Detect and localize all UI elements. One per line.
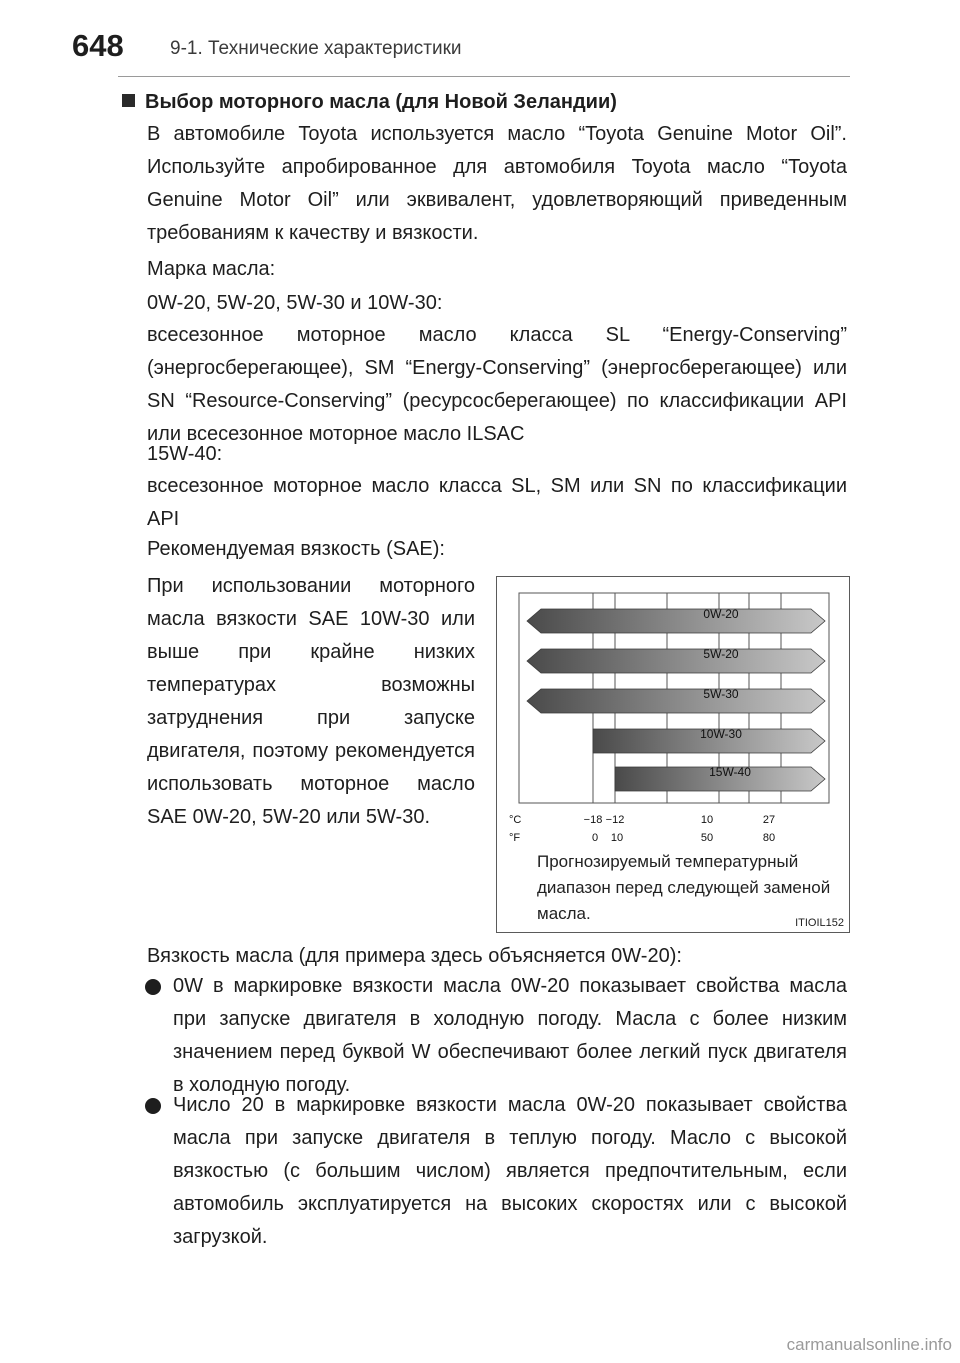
figure-caption: Прогнозируемый температурный диапазон перед следующей заменой масла. [537,852,831,923]
viscosity-label: Рекомендуемая вязкость (SAE): [147,538,445,560]
page-header [0,0,960,80]
band-label: 0W-20 [703,607,739,621]
page-number: 648 [72,28,124,63]
viscosity-band [527,689,825,713]
bullet-item [147,1089,847,1254]
grade-group-2-text: всесезонное моторное масло класса SL, SM или SN по классификации API [147,475,847,530]
celsius-tick-label: −18 [583,814,603,826]
subsection-heading [122,91,617,114]
figure-code: ITIOIL152 [795,917,844,929]
bullet-item [147,970,847,1102]
grade-group-2-title: 15W-40: [147,443,223,465]
square-bullet-icon [122,94,135,107]
celsius-tick-label: −12 [605,814,625,826]
celsius-unit-label: °C [509,814,522,826]
band-label: 5W-30 [703,687,739,701]
viscosity-temperature-chart [496,576,850,933]
fahrenheit-tick-label: 10 [610,832,624,844]
fahrenheit-tick-label: 0 [591,832,599,844]
bullet-dot-icon [145,979,161,995]
cold-start-note: При использовании моторного масла вязкости SAE 10W-30 или выше при крайне низких температурах возможны затруднения при запуске двигателя, поэтому рекомендуется использовать моторное масло SAE 0W-20, 5W-20 или 5W-30. [147,575,475,828]
bullet-dot-icon [145,1098,161,1114]
fahrenheit-tick-label: 80 [762,832,776,844]
viscosity-band [527,649,825,673]
viscosity-band [527,609,825,633]
band-label: 5W-20 [703,647,739,661]
subsection-heading-text: Выбор моторного масла (для Новой Зеландии) [145,91,617,113]
bullet-text: Число 20 в маркировке вязкости масла 0W-20 показывает свойства масла при запуске двигателя в теплую погоду. Масло с высокой вязкостью (с большим числом) является предпочтительным, если автомобиль эксплуатируется на высоких скоростях или с высокой загрузкой. [173,1094,847,1248]
celsius-tick-label: 27 [762,814,776,826]
watermark: carmanualsonline.info [786,1335,952,1354]
fahrenheit-unit-label: °F [509,832,521,844]
section-title: 9-1. Технические характеристики [170,38,462,59]
bullet-text: 0W в маркировке вязкости масла 0W-20 показывает свойства масла при запуске двигателя в холодную погоду. Масла с более низким значением перед буквой W обеспечивают более легкий пуск двигателя в холодную погоду. [173,975,847,1096]
band-label: 15W-40 [709,765,751,779]
intro-paragraph: В автомобиле Toyota используется масло “Toyota Genuine Motor Oil”. Используйте апробированное для автомобиля Toyota масло “Toyota Genuine Motor Oil” или эквивалент, удовлетворяющий приведенным требованиям к качеству и вязкости. [147,123,847,244]
fahrenheit-tick-label: 50 [700,832,714,844]
celsius-tick-label: 10 [700,814,714,826]
band-label: 10W-30 [700,727,742,741]
grade-group-1-text: всесезонное моторное масло класса SL “Energy-Conserving” (энергосберегающее), SM “Energy-Conserving” (энергосберегающее) или SN “Resource-Conserving” (ресурсосберегающее) по классификации API или всесезонное моторное масло ILSAC [147,324,847,445]
grade-group-1-title: 0W-20, 5W-20, 5W-30 и 10W-30: [147,292,443,314]
viscosity-explain-label: Вязкость масла (для примера здесь объясняется 0W-20): [147,945,682,967]
oil-grade-label: Марка масла: [147,258,276,280]
header-rule [118,76,850,77]
